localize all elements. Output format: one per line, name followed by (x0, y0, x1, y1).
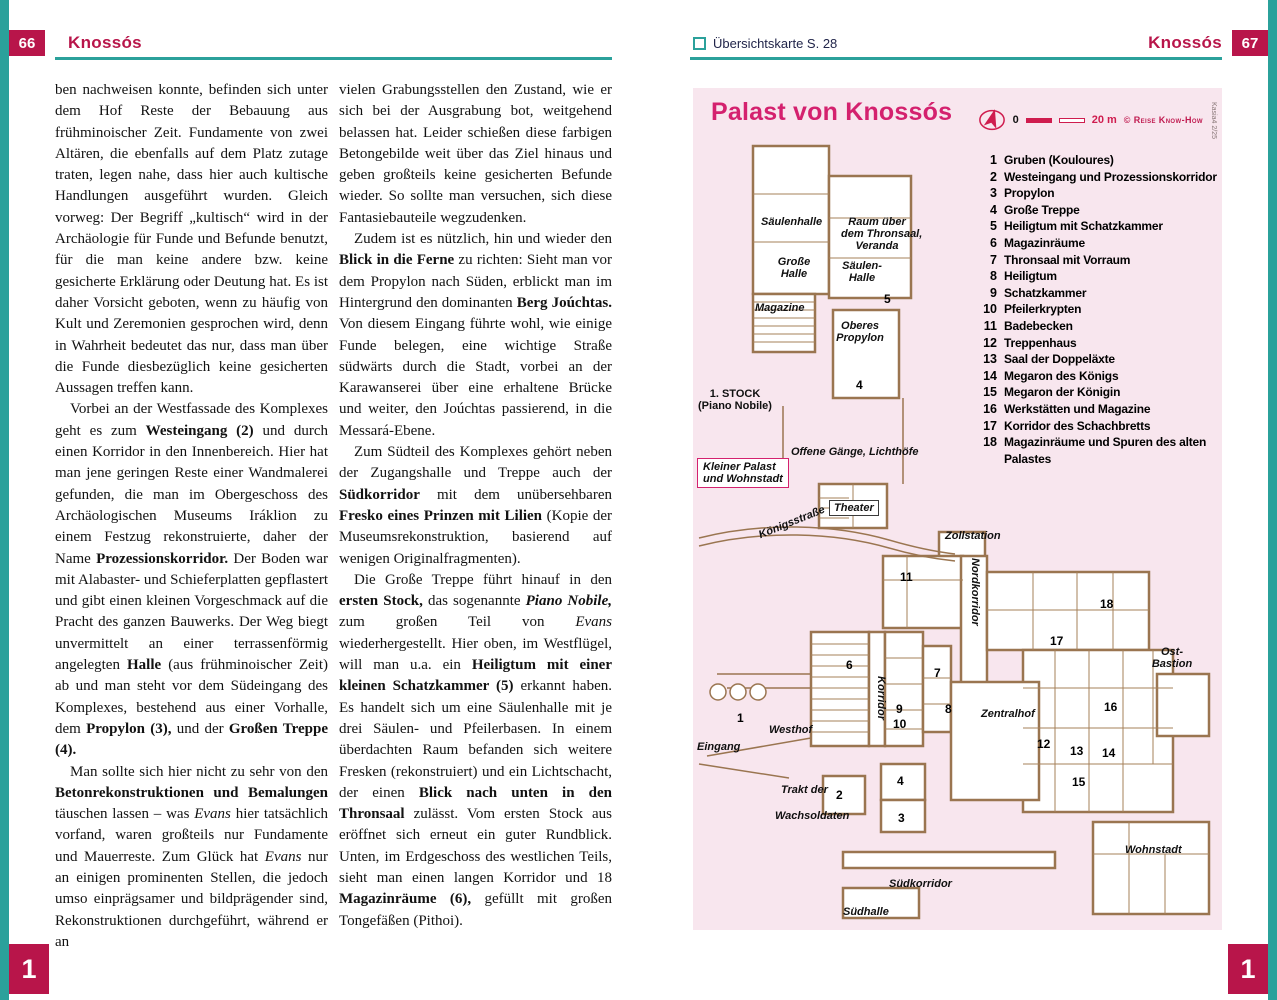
map-label: Säulenhalle (761, 216, 823, 228)
scale-zero-label: 0 (1012, 114, 1019, 127)
map-label: Südkorridor (889, 878, 952, 890)
legend-item: 5 Heiligtum mit Schatzkammer (990, 219, 1163, 234)
map-number: 12 (1037, 737, 1051, 751)
map-label: Große Halle (777, 256, 811, 280)
map-number: 3 (898, 811, 905, 825)
chapter-badge-right: 1 (1228, 944, 1268, 994)
map-number: 13 (1070, 744, 1084, 758)
map-label: Südhalle (843, 906, 889, 918)
scale-bar-icon (1026, 118, 1052, 123)
legend-item: 3 Propylon (990, 186, 1055, 201)
map-label: Königsstraße (757, 503, 827, 542)
map-number: 10 (893, 717, 907, 731)
edge-strip-right (1268, 0, 1277, 1000)
paragraph: vielen Grabungsstellen den Zustand, wie er sich bei der Ausgrabung bot, weitgehend belassen hat. Leider schießen diese farbigen Betongebilde weit über das Ziel hinaus und geben großteils keine gesicherten Befunde wieder. So sollte man versuchen, sich diese Fantasiebauteile wegzudenken. (339, 82, 612, 226)
map-label: Westhof (769, 724, 813, 736)
page-number-left: 66 (9, 30, 45, 56)
map-number: 1 (737, 711, 744, 725)
map-label: Korridor (875, 676, 887, 720)
map-canvas (693, 88, 1222, 930)
legend-item: 6 Magazinräume (990, 235, 1085, 250)
map-number: 15 (1072, 775, 1086, 789)
legend-item: 10 Pfeilerkrypten (983, 302, 1082, 317)
map-label: Nordkorridor (969, 558, 981, 626)
paragraph: Die Große Treppe führt hinauf in den ersten Stock, das sogenannte Piano Nobile, zum großen Teil von Evans wiederhergestellt. Hier oben, im Westflügel, will man u.a. ein Heiligtum mit einer kleinen Schatzkammer (5) erkannt haben. Es handelt sich um eine Säulenhalle mit je drei Säulen- und Pfeilerbasen. In einem überdachten Raum befanden sich weitere Fresken (rekonstruiert) und ein Lichtschacht, der einen Blick nach unten in den Thronsaal zulässt. Vom ersten Stock aus eröffnet sich erneut ein guter Rundblick. Unten, im Erdgeschoss des westlichen Teils, sieht man einen langen Korridor und 18 Magazinräume (6), gefüllt mit großen Tongefäßen (Pithoi). (339, 571, 613, 929)
legend-item: 14 Megaron des Königs (983, 368, 1119, 383)
paragraph: Zudem ist es nützlich, hin und wieder den Blick in die Ferne zu richten: Sieht man vor dem Propylon nach Süden, erblickt man im Hintergrund den dominanten Berg Joúchtas. Von diesem Eingang führte wohl, wie einige Funde belegen, eine wichtige Straße südwärts durch die Stadt, vorbei an der Karawanserei über eine erhaltene Brücke und weiter, den Joúchtas passierend, in die Messará-Ebene. (339, 231, 612, 439)
edge-strip-left (0, 0, 9, 1000)
paragraph: ben nachweisen konnte, befinden sich unter dem Hof Reste der Bebauung aus frühminoischer Zeit. Fundamente von zwei Altären, die ebenfalls auf dem Platz zutage traten, legen nahe, dass hier auch kultische Handlungen ausgeführt wurden. Gleich vorweg: Der Begriff „kultisch“ wird in der Archäologie für Funde und Befunde benutzt, für die man keine andere bzw. keine gesicherte Erklärung oder Deutung hat. Es ist daher Vorsicht geboten, wenn zu häufig von Kult und Zeremonien gesprochen wird, denn in Wahrheit bedeutet das nur, dass man über die Funde diesbezüglich keine gesicherten Aussagen treffen kann. (55, 82, 328, 397)
map-label: Kleiner Palast und Wohnstadt (697, 458, 789, 488)
legend-item: 15 Megaron der Königin (983, 385, 1121, 400)
article-body (55, 80, 615, 953)
paragraph: Man sollte sich hier nicht zu sehr von den Betonrekonstruktionen und Bemalungen täuschen lassen – was Evans hier tatsächlich vorfand, waren großteils nur Fundamente und Mauerreste. Zum Glück hat Evans nur an einigen prominenten Stellen, die jedoch umso einprägsamer und bildprägender sind, Rekonstruktionen durchgeführt, während er an (55, 763, 328, 950)
legend-item: 12 Treppenhaus (983, 335, 1077, 350)
page-number-right: 67 (1232, 30, 1268, 56)
map-number: 4 (856, 378, 863, 392)
map-edition: Kasia4 2/25 (1210, 102, 1217, 139)
header-rule-left (55, 57, 612, 60)
legend-item: 11 Badebecken (983, 318, 1073, 333)
scale-distance-label: 20 m (1091, 114, 1117, 127)
map-reference (693, 36, 837, 51)
map-number: 16 (1104, 700, 1118, 714)
paragraph: Zum Südteil des Komplexes gehört neben der Zugangshalle und Treppe auch der Südkorridor mit dem unübersehbaren Fresko eines Prinzen mit Lilien (Kopie der Museumsrekonstruktion, basierend auf wenigen Originalfragmenten). (339, 444, 612, 567)
legend-item: 7 Thronsaal mit Vorraum (990, 252, 1131, 267)
text-column-2 (339, 80, 612, 953)
legend-item: 18 Magazinräume und Spuren des alten Palastes (983, 435, 1207, 466)
map-label: Trakt der (781, 784, 828, 796)
page-title-left: Knossós (68, 33, 142, 52)
legend-item: 2 Westeingang und Prozessionskorridor (990, 169, 1217, 184)
map-number: 14 (1102, 746, 1116, 760)
map-label: Säulen- Halle (842, 260, 882, 284)
legend-item: 9 Schatzkammer (990, 285, 1087, 300)
map-number: 5 (884, 292, 891, 306)
map-number: 8 (945, 702, 952, 716)
map-number: 7 (934, 666, 941, 680)
map-number: 9 (896, 702, 903, 716)
map-label: Eingang (697, 741, 741, 753)
map-number: 11 (900, 570, 913, 584)
page-title-right: Knossós (1148, 33, 1222, 52)
map-number: 2 (836, 788, 843, 802)
map-label: Magazine (755, 302, 805, 314)
map-label: 1. STOCK (Piano Nobile) (698, 388, 772, 412)
map-label: Offene Gänge, Lichthöfe (791, 446, 919, 458)
legend-item: 13 Saal der Doppeläxte (983, 352, 1115, 367)
map-number: 17 (1050, 634, 1064, 648)
text-column-1 (55, 80, 328, 953)
map-number: 18 (1100, 597, 1114, 611)
map-title: Palast von Knossós (711, 98, 953, 126)
legend-item: 16 Werkstätten und Magazine (983, 401, 1151, 416)
legend-item: 8 Heiligtum (990, 269, 1057, 284)
chapter-badge-left: 1 (9, 944, 49, 994)
map-square-icon (693, 37, 706, 50)
map-number: 4 (897, 774, 904, 788)
legend-item: 4 Große Treppe (990, 202, 1080, 217)
map-tools (978, 102, 1217, 139)
legend-item: 1 Gruben (Kouloures) (990, 153, 1114, 167)
map-label: Ost- Bastion (1151, 646, 1193, 670)
scale-bar-icon (1059, 118, 1085, 123)
paragraph: Vorbei an der Westfassade des Komplexes geht es zum Westeingang (2) und durch einen Korridor in den Innenbereich. Hier hat man jene geringen Reste einer Wandmalerei gefunden, die man im Obergeschoss des Archäologischen Museums Iráklion zu einem Festzug rekonstruierte, daher der Name Prozessionskorridor. Der Boden war mit Alabaster- und Schieferplatten gepflastert und gibt einen kleinen Vorgeschmack auf die Pracht des ganzen Bauwerks. Der Weg biegt unvermittelt an einer terrassenförmig angelegten Halle (aus frühminoischer Zeit) ab und man steht vor dem Südeingang des Komplexes, bestehend aus einer Vorhalle, dem Propylon (3), und der Großen Treppe (4). (55, 401, 329, 759)
map-number: 6 (846, 658, 853, 672)
legend-item: 17 Korridor des Schachbretts (983, 418, 1151, 433)
map-label: Wachsoldaten (775, 810, 850, 822)
map-label: Raum über dem Thronsaal, Veranda (841, 216, 923, 252)
header-rule-right (690, 57, 1222, 60)
map-reference-label: Übersichtskarte S. 28 (713, 36, 838, 51)
map-credit: © Reise Know-How (1123, 115, 1203, 126)
compass-north-icon (978, 106, 1006, 134)
map-label: Zentralhof (981, 708, 1035, 720)
map-label: Theater (829, 500, 879, 516)
map-label: Oberes Propylon (836, 320, 884, 344)
map-label: Wohnstadt (1125, 844, 1182, 856)
map-legend (977, 152, 1219, 467)
map-label: Zollstation (945, 530, 1001, 542)
